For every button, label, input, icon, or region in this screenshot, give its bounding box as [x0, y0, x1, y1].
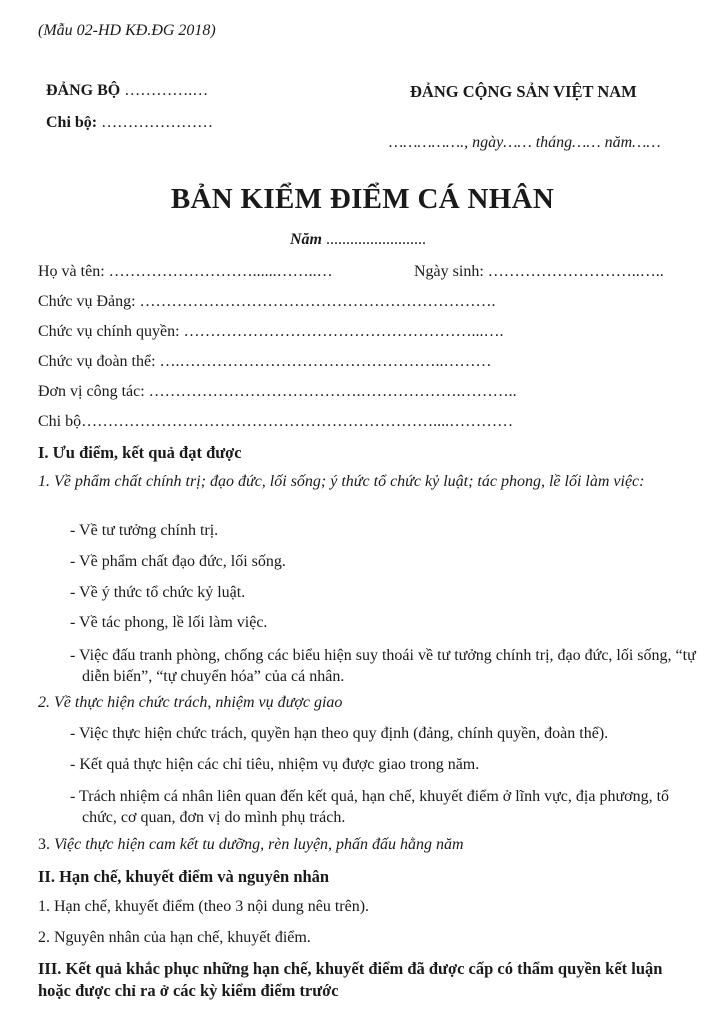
document-title: BẢN KIỂM ĐIỂM CÁ NHÂN — [170, 183, 555, 215]
year-line — [290, 231, 426, 249]
party-committee-label: ĐẢNG BỘ — [46, 82, 121, 99]
year-dots: ......................... — [322, 231, 426, 248]
party-committee-line — [46, 82, 208, 100]
union-position-field: Chức vụ đoàn thể: ….…………………………………………..……… — [38, 353, 492, 370]
party-committee-dots: ………….… — [120, 82, 209, 99]
section-1-heading: I. Ưu điểm, kết quả đạt được — [38, 443, 242, 462]
sub1-item-1: - Về tư tưởng chính trị. — [70, 522, 219, 539]
full-name-field: Họ và tên: ………………………......……..… — [38, 263, 333, 280]
party-cell-label: Chi bộ: — [46, 114, 98, 131]
section-2-item-1: 1. Hạn chế, khuyết điểm (theo 3 nội dung nêu trên). — [38, 898, 370, 915]
party-cell-dots: ………………… — [97, 114, 214, 131]
sub-3-text: Việc thực hiện cam kết tu dưỡng, rèn luyện, phấn đấu hằng năm — [54, 836, 464, 853]
section-3-heading: III. Kết quả khắc phục những hạn chế, khuyết điểm đã được cấp có thẩm quyền kết luận hoặc được chỉ ra ở các kỳ kiểm điểm trước — [38, 959, 663, 1000]
party-cell-line — [46, 114, 213, 132]
sub1-item-2: - Về phẩm chất đạo đức, lối sống. — [70, 553, 286, 570]
section-1-sub-1: 1. Về phẩm chất chính trị; đạo đức, lối sống; ý thức tổ chức kỷ luật; tác phong, lề lối làm việc: — [38, 473, 645, 490]
section-2-item-2: 2. Nguyên nhân của hạn chế, khuyết điểm. — [38, 929, 311, 946]
party-name: ĐẢNG CỘNG SẢN VIỆT NAM — [410, 82, 637, 101]
workplace-field: Đơn vị công tác: ………………………………….……………….……….. — [38, 383, 517, 400]
section-1-sub-2: 2. Về thực hiện chức trách, nhiệm vụ được giao — [38, 694, 343, 711]
birth-date-field: Ngày sinh: ………………………..….. — [414, 263, 664, 280]
section-1-sub-3 — [38, 836, 464, 854]
sub1-item-3: - Về ý thức tổ chức kỷ luật. — [70, 584, 246, 601]
section-2-heading: II. Hạn chế, khuyết điểm và nguyên nhân — [38, 867, 330, 886]
sub1-item-5: - Việc đấu tranh phòng, chống các biểu hiện suy thoái về tư tưởng chính trị, đạo đức, lối sống, “tự diễn biến”, “tự chuyển hóa” của cá nhân. — [70, 647, 696, 685]
sub2-item-1: - Việc thực hiện chức trách, quyền hạn theo quy định (đảng, chính quyền, đoàn thể). — [70, 725, 609, 742]
dateline: ……………., ngày…… tháng…… năm…… — [389, 134, 661, 151]
form-code: (Mẫu 02-HD KĐ.ĐG 2018) — [38, 22, 216, 39]
sub-3-number: 3. — [38, 836, 50, 853]
year-label: Năm — [290, 231, 322, 248]
sub2-item-2: - Kết quả thực hiện các chỉ tiêu, nhiệm vụ được giao trong năm. — [70, 756, 480, 773]
sub1-item-4: - Về tác phong, lề lối làm việc. — [70, 614, 268, 631]
sub2-item-3: - Trách nhiệm cá nhân liên quan đến kết quả, hạn chế, khuyết điểm ở lĩnh vực, địa phương, tổ chức, cơ quan, đơn vị do mình phụ trách. — [70, 788, 670, 826]
gov-position-field: Chức vụ chính quyền: ………………………………………………...…. — [38, 323, 504, 340]
party-cell-field: Chi bộ…………………………………………………………....………… — [38, 413, 514, 430]
party-position-field: Chức vụ Đảng: …………………………………………………………. — [38, 293, 496, 310]
